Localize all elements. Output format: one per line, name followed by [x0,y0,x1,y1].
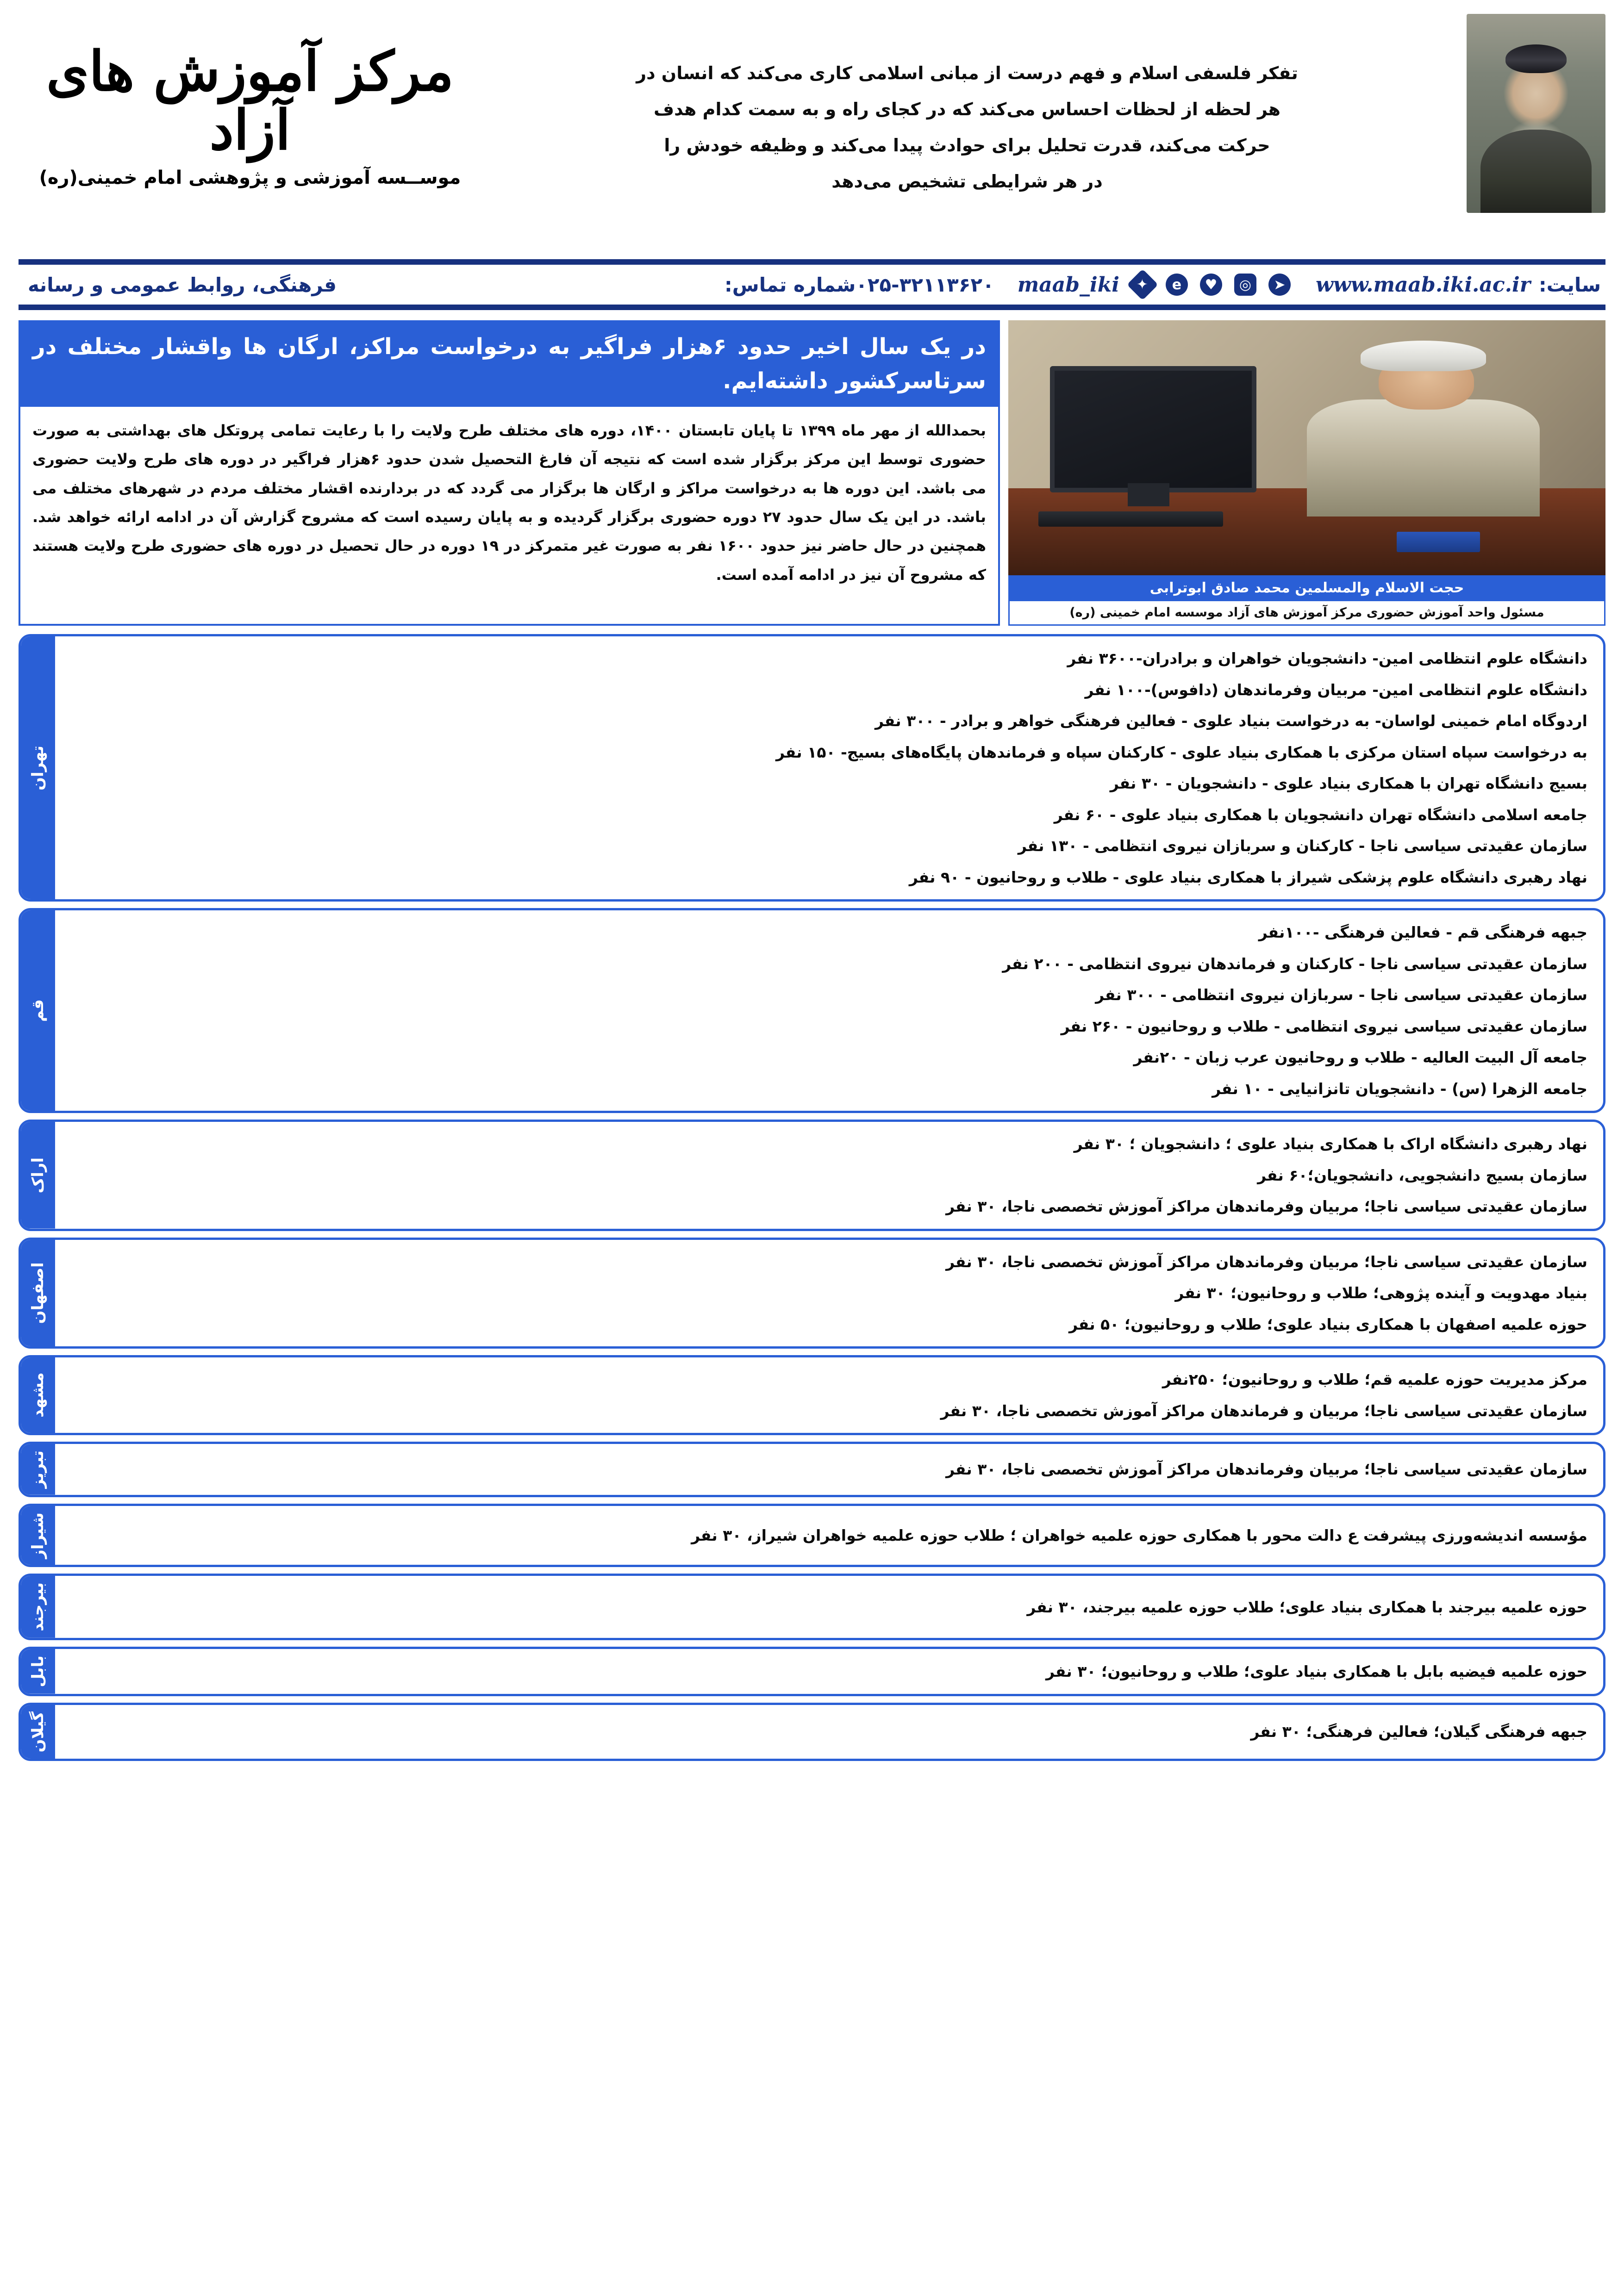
city-row-group [55,1705,1603,1759]
masthead [0,0,1624,259]
city-row-group [55,1444,1603,1495]
site-label: سایت: [1538,273,1601,296]
department-label: فرهنگی، روابط عمومی و رسانه [28,273,337,296]
leader-quote [481,0,1453,200]
city-row-group [55,636,1603,899]
city-block [19,1647,1605,1696]
city-name-tag: اصفهان [21,1240,55,1347]
city-row: مرکز مدیریت حوزه علمیه قم؛ طلاب و روحانیون؛ ۲۵۰نفر [1162,1370,1587,1388]
city-row: جبهه فرهنگی گیلان؛ فعالین فرهنگی؛ ۳۰ نفر [1250,1723,1587,1741]
city-row: حوزه علمیه فیضیه بابل با همکاری بنیاد علوی؛ طلاب و روحانیون؛ ۳۰ نفر [1046,1662,1587,1680]
phone-label-text: شماره تماس: [724,273,856,296]
article-photo-block [1008,320,1605,626]
city-name-tag: تهران [21,636,55,899]
city-row: سازمان عقیدتی سیاسی ناجا؛ مربیان وفرماندهان مراکز آموزش تخصصی ناجا، ۳۰ نفر [946,1197,1587,1215]
city-block [19,908,1605,1113]
city-row: دانشگاه علوم انتظامی امین- دانشجویان خواهران و برادران-۳۶۰۰ نفر [1067,649,1587,667]
city-name-tag: قم [21,910,55,1111]
eitaa-icon[interactable]: e [1166,274,1188,296]
brand-logo [19,0,481,188]
leader-portrait [1467,14,1605,213]
city-row: سازمان عقیدتی سیاسی ناجا؛ مربیان وفرماندهان مراکز آموزش تخصصی ناجا، ۳۰ نفر [946,1252,1587,1271]
quote-line-3: حرکت می‌کند، قدرت تحلیل برای حوادث پیدا می‌کند و وظیفه خودش را [664,135,1270,156]
city-row: مؤسسه اندیشه‌ورزی پیشرفت ع دالت محور با همکاری حوزه علمیه خواهران ؛ طلاب حوزه علمیه خواهران شیراز، ۳۰ نفر [691,1526,1587,1544]
phone-label [725,274,994,296]
city-name-tag: بابل [21,1649,55,1694]
website-link[interactable]: www.maab.iki.ac.ir [1315,273,1530,297]
photo-caption-name: حجت الاسلام والمسلمین محمد صادق ابوترابی [1008,575,1605,601]
city-row: سازمان عقیدتی سیاسی نیروی انتظامی - طلاب و روحانیون - ۲۶۰ نفر [1061,1017,1587,1035]
city-report-list [19,634,1605,1761]
city-row: نهاد رهبری دانشگاه اراک با همکاری بنیاد علوی ؛ دانشجویان ؛ ۳۰ نفر [1074,1135,1587,1153]
city-row: سازمان بسیج دانشجویی، دانشجویان؛۶۰ نفر [1257,1166,1587,1184]
city-row-group [55,1122,1603,1229]
photo-monitor-stand [1128,483,1169,506]
city-block [19,1442,1605,1497]
photo-person-turban [1361,341,1486,371]
social-icon-group [1011,273,1291,297]
quote-line-1: تفکر فلسفی اسلام و فهم درست از مبانی اسلامی کاری می‌کند که انسان در [636,63,1298,83]
city-row-group [55,910,1603,1111]
photo-caption-role: مسئول واحد آموزش حضوری مرکز آموزش های آزاد موسسه امام خمینی (ره) [1008,601,1605,626]
city-row: جامعه آل البیت العالیه - طلاب و روحانیون عرب زبان - ۲۰نفر [1133,1048,1587,1066]
article-headline: در یک سال اخیر حدود ۶هزار فراگیر به درخواست مراکز، ارگان ها واقشار مختلف در سرتاسرکشور داشته‌ایم. [20,322,998,407]
city-row: سازمان عقیدتی سیاسی ناجا - سربازان نیروی انتظامی - ۳۰۰ نفر [1095,986,1587,1004]
photo-monitor [1050,366,1256,492]
city-block [19,634,1605,902]
city-row: نهاد رهبری دانشگاه علوم پزشکی شیراز با همکاری بنیاد علوی - طلاب و روحانیون - ۹۰ نفر [909,868,1587,886]
city-block [19,1238,1605,1349]
brand-subtitle: موســسه آموزشی و پژوهشی امام خمینی(ره) [39,167,461,188]
city-row: دانشگاه علوم انتظامی امین- مربیان وفرماندهان (دافوس)-۱۰۰ نفر [1085,680,1587,699]
city-row: به درخواست سپاه استان مرکزی با همکاری بنیاد علوی - کارکنان سپاه و فرماندهان پایگاه‌های بسیج- ۱۵۰ نفر [776,743,1587,761]
city-block [19,1504,1605,1568]
city-name-tag: بیرجند [21,1576,55,1638]
article-body: بحمدالله از مهر ماه ۱۳۹۹ تا پایان تابستان ۱۴۰۰، دوره های مختلف طرح ولایت را با رعایت تمامی پروتکل های بهداشتی به صورت حضوری توسط این مرکز برگزار شده است که نتیجه آن فارغ التحصیل شدن حدود ۶هزار فراگیر در دوره های طرح ولایت حضوری می باشد. این دوره ها به درخواست مراکز و ارگان ها برگزار می گردد که در بردارنده اقشار مختلف مردم در شهرهای مختلف می باشد. در این یک سال حدود ۲۷ دوره حضوری برگزار گردیده و به پایان رسیده است که مشروح گزارش آن در ادامه ارائه خواهد شد. همچنین در حال حاضر نیز حدود ۱۶۰۰ نفر به صورت غیر متمرکز در ۱۹ دوره در حال تحصیل در دوره های حضوری طرح ولایت هستند که مشروح آن نیز در ادامه آمده است. [32,421,987,584]
instagram-icon[interactable]: ◎ [1234,274,1256,296]
photo-keyboard [1038,511,1224,527]
city-name-tag: شیراز [21,1506,55,1565]
city-row: بسیج دانشگاه تهران با همکاری بنیاد علوی - دانشجویان - ۳۰ نفر [1110,774,1587,792]
city-name-tag: تبریز [21,1444,55,1495]
contact-left-group [725,273,1605,297]
city-name-tag: مشهد [21,1357,55,1433]
city-row: جامعه اسلامی دانشگاه تهران دانشجویان با همکاری بنیاد علوی - ۶۰ نفر [1054,805,1587,824]
city-block [19,1120,1605,1231]
city-row: حوزه علمیه اصفهان با همکاری بنیاد علوی؛ طلاب و روحانیون؛ ۵۰ نفر [1068,1315,1587,1333]
photo-person-body [1307,399,1540,516]
city-row: حوزه علمیه بیرجند با همکاری بنیاد علوی؛ طلاب حوزه علمیه بیرجند، ۳۰ نفر [1027,1598,1587,1616]
phone-number: ۰۲۵-۳۲۱۱۳۶۲۰ [856,273,994,296]
city-row: سازمان عقیدتی سیاسی ناجا؛ مربیان وفرماندهان مراکز آموزش تخصصی ناجا، ۳۰ نفر [946,1460,1587,1479]
city-row: سازمان عقیدتی سیاسی ناجا؛ مربیان و فرماندهان مراکز آموزش تخصصی ناجا، ۳۰ نفر [940,1401,1587,1420]
city-row: سازمان عقیدتی سیاسی ناجا - کارکنان و فرماندهان نیروی انتظامی - ۲۰۰ نفر [1002,954,1587,973]
city-row: اردوگاه امام خمینی لواسان- به درخواست بنیاد علوی - فعالین فرهنگی خواهر و برادر - ۳۰۰ نفر [874,712,1587,730]
brand-title: مرکز آموزش های آزاد [46,39,454,162]
city-row-group [55,1576,1603,1638]
article-text-block [19,320,1000,626]
city-row-group [55,1649,1603,1694]
social-handle[interactable]: maab_iki [1017,273,1119,297]
city-name-tag: اراک [21,1122,55,1229]
city-block [19,1355,1605,1435]
quote-line-4: در هر شرایطی تشخیص می‌دهد [831,171,1103,192]
city-row: سازمان عقیدتی سیاسی ناجا - کارکنان و سربازان نیروی انتظامی - ۱۳۰ نفر [1018,837,1587,855]
soroush-icon[interactable]: ✦ [1127,269,1158,300]
quote-line-2: هر لحظه از لحظات احساس می‌کند که در کجای راه و به سمت کدام هدف [653,99,1281,119]
city-row: جبهه فرهنگی قم - فعالین فرهنگی -۱۰۰نفر [1258,923,1587,941]
interview-photo [1008,320,1605,575]
city-row-group [55,1357,1603,1433]
bale-icon[interactable]: ♥ [1200,274,1222,296]
lead-article [19,320,1605,626]
photo-book [1397,532,1480,552]
contact-bar [19,259,1605,310]
city-block [19,1574,1605,1640]
city-name-tag: گیلان [21,1705,55,1759]
city-row: بنیاد مهدویت و آینده پژوهی؛ طلاب و روحانیون؛ ۳۰ نفر [1175,1284,1587,1302]
city-row-group [55,1240,1603,1347]
telegram-icon[interactable]: ➤ [1268,274,1291,296]
city-row: جامعه الزهرا (س) - دانشجویان تانزانیایی - ۱۰ نفر [1212,1079,1587,1098]
city-block [19,1703,1605,1761]
city-row-group [55,1506,1603,1565]
